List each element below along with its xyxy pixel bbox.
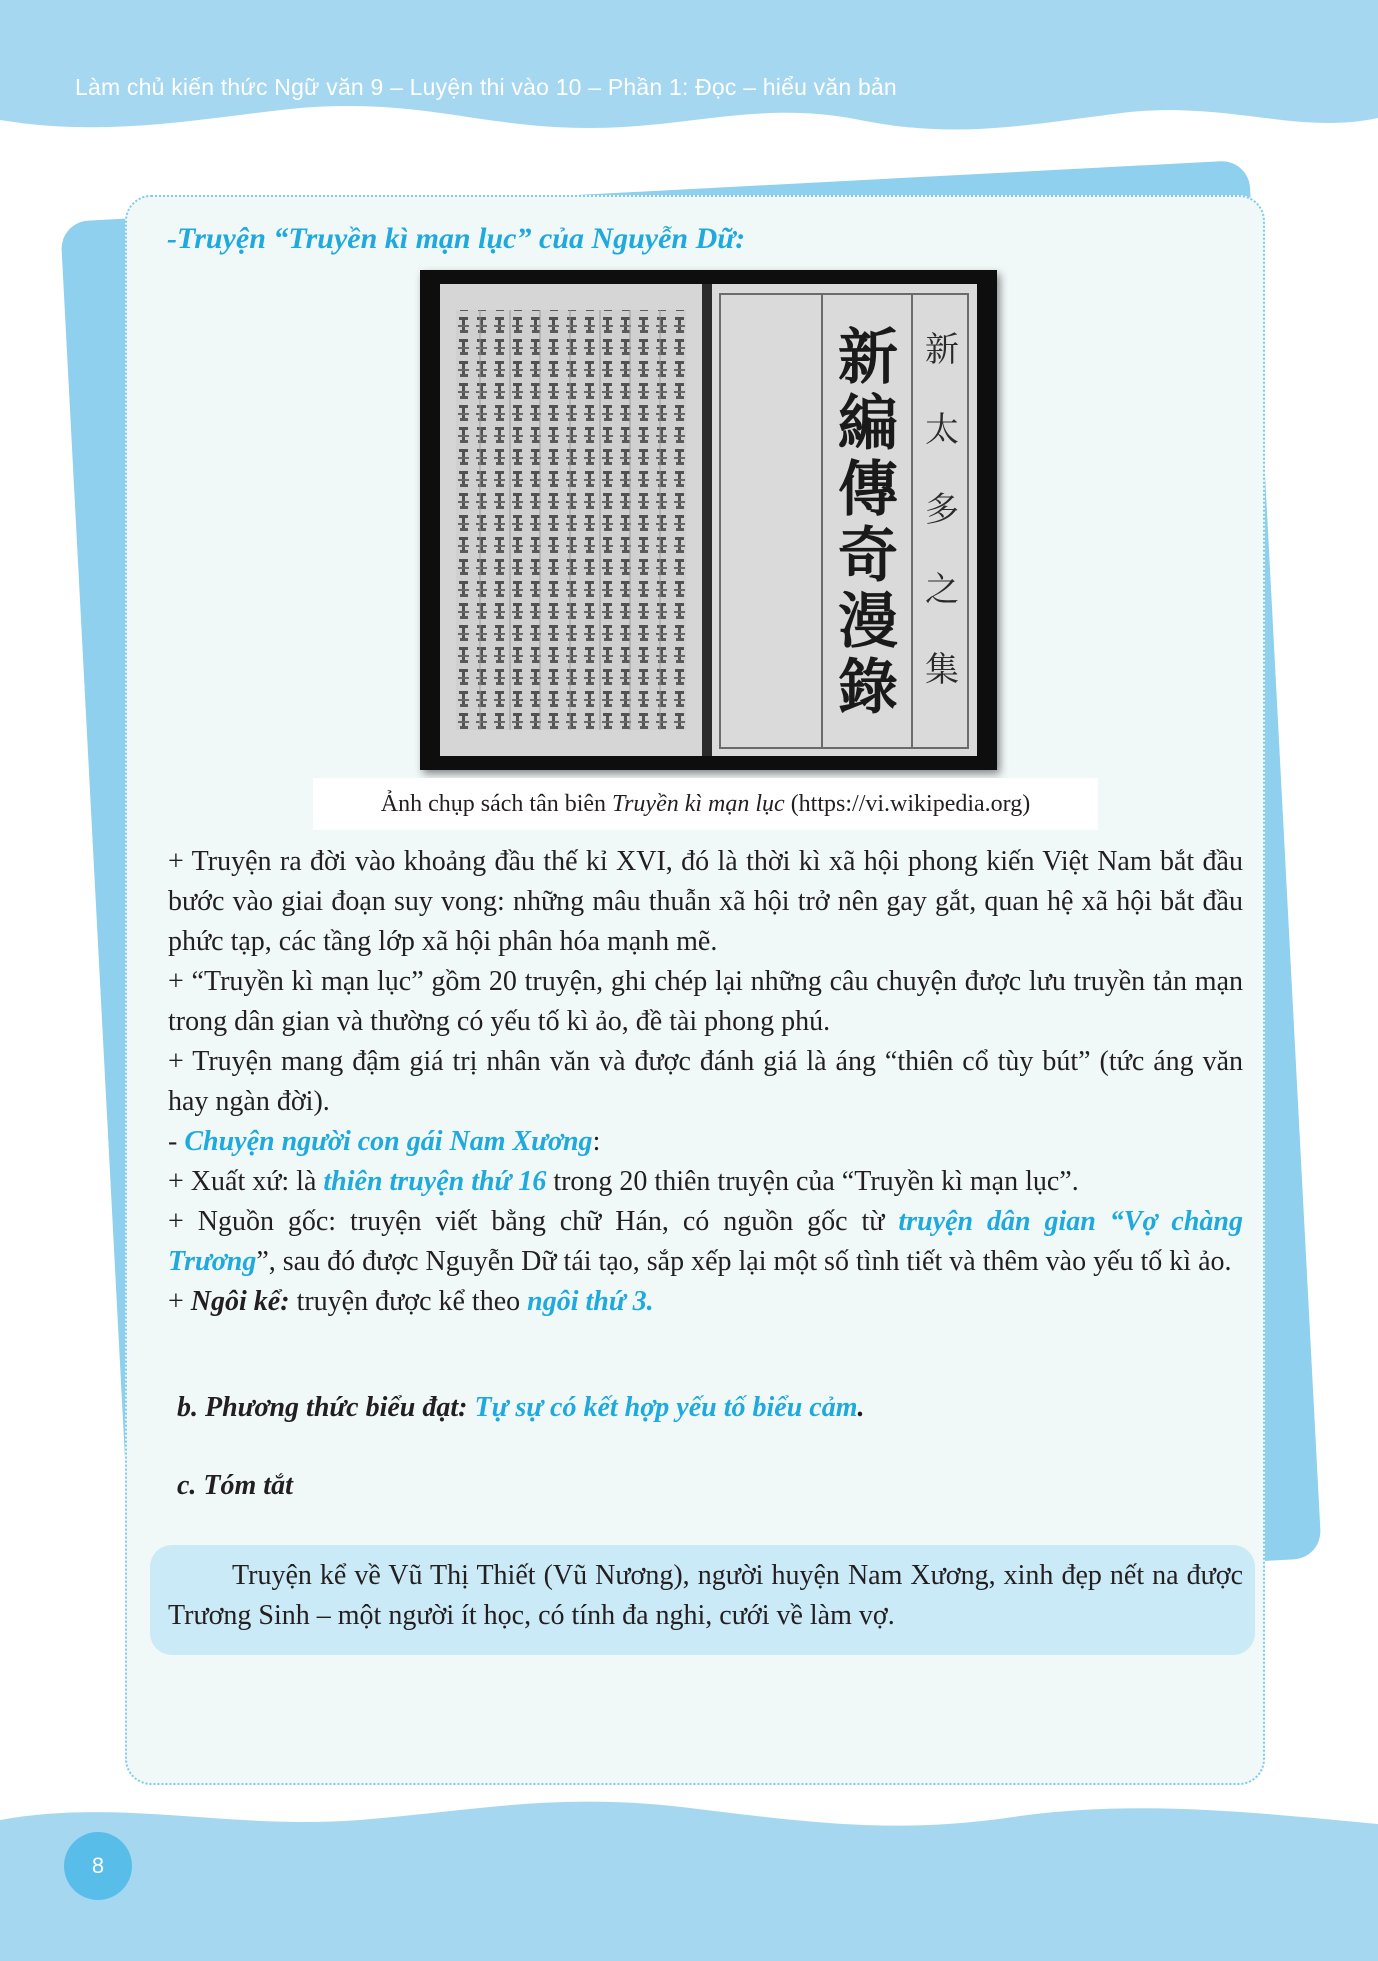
text: + Nguồn gốc: truyện viết bằng chữ Hán, có nguồn gốc từ — [168, 1206, 899, 1237]
book-side-char: 多 — [925, 490, 959, 530]
section-c-heading: c. Tóm tắt — [177, 1470, 293, 1501]
section-heading: -Truyện “Truyền kì mạn lục” của Nguyễn Dữ: — [167, 222, 746, 255]
figure-caption — [381, 791, 1030, 818]
book-side-char: 太 — [925, 410, 959, 450]
paragraph-story-title — [168, 1122, 1243, 1162]
highlight-source: truyện dân gian “Vợ chàng Trương — [168, 1206, 1244, 1277]
page-number-badge — [64, 1832, 132, 1900]
paragraph-value: + Truyện mang đậm giá trị nhân văn và được đánh giá là áng “thiên cổ tùy bút” (tức áng văn hay ngàn đời). — [168, 1046, 1243, 1117]
book-title-char: 編 — [838, 389, 898, 459]
book-photo — [420, 270, 997, 770]
book-title-char: 傳 — [838, 455, 898, 525]
colon: : — [592, 1126, 601, 1157]
text: + — [168, 1286, 191, 1317]
narrator-label: Ngôi kể: — [190, 1286, 290, 1317]
footer-band — [0, 1790, 1378, 1961]
section-b-label: b. Phương thức biểu đạt: — [177, 1392, 468, 1423]
text: truyện được kể theo — [289, 1286, 528, 1317]
text: + Xuất xứ: là — [168, 1166, 324, 1197]
paragraph-narrator — [168, 1282, 1243, 1322]
paragraph-origin: + Truyện ra đời vào khoảng đầu thế kỉ XVI, đó là thời kì xã hội phong kiến Việt Nam bắt đầu bước vào giai đoạn suy vong: những mâu thuẫn xã hội trở nên gay gắt, quan hệ xã hội bắt đầu phức tạp, các tầng lớp xã hội phân hóa mạnh mẽ. — [168, 846, 1243, 957]
caption-source: (https://vi.wikipedia.org) — [784, 790, 1031, 817]
summary-text: Truyện kể về Vũ Thị Thiết (Vũ Nương), người huyện Nam Xương, xinh đẹp nết na được Trương Sinh – một người ít học, có tính đa nghi, cưới về làm vợ. — [168, 1560, 1243, 1631]
book-title-column — [825, 325, 911, 721]
section-b-end: . — [857, 1392, 865, 1423]
caption-prefix: Ảnh chụp sách tân biên — [380, 790, 613, 817]
highlight-provenance: thiên truyện thứ 16 — [323, 1166, 547, 1197]
book-title-char: 錄 — [838, 653, 898, 723]
book-title-char: 新 — [838, 323, 898, 393]
page-number: 8 — [91, 1853, 105, 1878]
section-b-heading — [177, 1392, 864, 1424]
header-title: Làm chủ kiến thức Ngữ văn 9 – Luyện thi vào 10 – Phần 1: Đọc – hiểu văn bản — [75, 74, 897, 100]
highlight-narrator: ngôi thứ 3. — [527, 1286, 654, 1317]
figure-caption-box — [313, 778, 1098, 830]
bullet-dash: - — [168, 1126, 185, 1157]
paragraph-provenance — [168, 1162, 1243, 1202]
section-b-value: Tự sự có kết hợp yếu tố biểu cảm — [474, 1392, 858, 1423]
book-side-char: 之 — [925, 570, 959, 610]
text: ”, sau đó được Nguyễn Dữ tái tạo, sắp xếp lại một số tình tiết và thêm vào yếu tố kì ảo. — [256, 1246, 1232, 1277]
text: trong 20 thiên truyện của “Truyền kì mạn lục”. — [546, 1166, 1079, 1197]
paragraph-source — [168, 1202, 1243, 1282]
body-text — [168, 842, 1243, 1322]
paragraph-collection: + “Truyền kì mạn lục” gồm 20 truyện, ghi chép lại những câu chuyện được lưu truyền tản mạn trong dân gian và thường có yếu tố kì ảo, đề tài phong phú. — [168, 966, 1243, 1037]
book-title-char: 奇 — [838, 521, 898, 591]
book-side-char: 新 — [925, 330, 959, 370]
book-side-char: 集 — [925, 650, 959, 690]
story-title: Chuyện người con gái Nam Xương — [184, 1126, 593, 1157]
book-side-column — [917, 310, 967, 710]
book-title-char: 漫 — [838, 587, 898, 657]
caption-title: Truyền kì mạn lục — [612, 790, 785, 817]
